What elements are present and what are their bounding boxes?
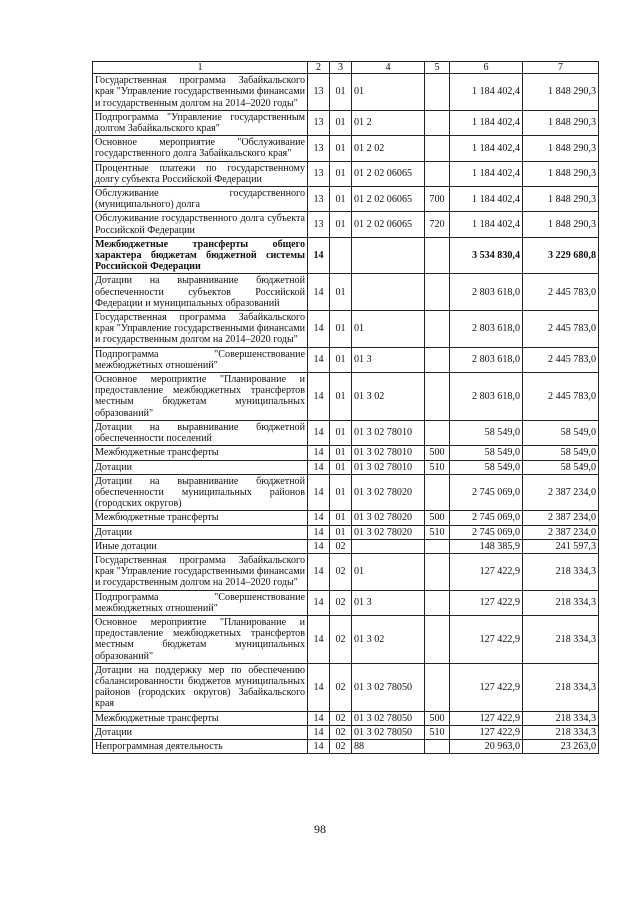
row-subsection-cell: 01 — [330, 212, 352, 237]
row-section-cell: 14 — [308, 237, 330, 274]
row-name-cell: Дотации на поддержку мер по обеспечению сбалансированности бюджетов муниципальных районов (городских округов) Забайкальского края — [93, 663, 308, 711]
row-subsection-cell: 01 — [330, 446, 352, 460]
row-expense-type-cell: 720 — [425, 212, 450, 237]
row-subsection-cell: 01 — [330, 311, 352, 348]
row-section-cell: 13 — [308, 110, 330, 135]
row-subsection-cell: 01 — [330, 136, 352, 161]
row-amount-cell: 127 422,9 — [450, 553, 523, 590]
row-target-article-cell: 01 2 — [352, 110, 425, 135]
row-expense-type-cell — [425, 474, 450, 511]
row-amount-cell: 127 422,9 — [450, 725, 523, 739]
row-subsection-cell: 01 — [330, 373, 352, 421]
row-expense-type-cell: 510 — [425, 460, 450, 474]
row-target-article-cell: 01 3 02 78020 — [352, 474, 425, 511]
row-amount-cell: 58 549,0 — [523, 420, 599, 445]
row-amount-cell: 2 803 618,0 — [450, 311, 523, 348]
row-amount-cell: 20 963,0 — [450, 739, 523, 753]
row-expense-type-cell — [425, 74, 450, 111]
row-subsection-cell: 01 — [330, 74, 352, 111]
row-subsection-cell: 02 — [330, 615, 352, 663]
row-subsection-cell: 02 — [330, 739, 352, 753]
row-subsection-cell: 02 — [330, 553, 352, 590]
row-expense-type-cell — [425, 311, 450, 348]
row-subsection-cell: 01 — [330, 460, 352, 474]
table-row — [93, 590, 599, 615]
row-amount-cell: 2 803 618,0 — [450, 274, 523, 311]
row-subsection-cell: 01 — [330, 187, 352, 212]
row-section-cell: 14 — [308, 511, 330, 525]
row-amount-cell: 58 549,0 — [450, 446, 523, 460]
row-target-article-cell: 01 3 02 78010 — [352, 460, 425, 474]
row-name-cell: Подпрограмма "Управление государственным долгом Забайкальского края" — [93, 110, 308, 135]
row-subsection-cell: 02 — [330, 725, 352, 739]
row-amount-cell: 2 387 234,0 — [523, 474, 599, 511]
header-cell: 5 — [425, 62, 450, 74]
row-amount-cell: 2 445 783,0 — [523, 347, 599, 372]
row-amount-cell: 2 387 234,0 — [523, 525, 599, 539]
row-name-cell: Межбюджетные трансферты — [93, 711, 308, 725]
row-target-article-cell: 01 — [352, 74, 425, 111]
row-name-cell: Обслуживание государственного долга субъекта Российской Федерации — [93, 212, 308, 237]
row-amount-cell: 3 229 680,8 — [523, 237, 599, 274]
row-name-cell: Подпрограмма "Совершенствование межбюджетных отношений" — [93, 590, 308, 615]
row-section-cell: 14 — [308, 460, 330, 474]
row-amount-cell: 2 745 069,0 — [450, 474, 523, 511]
row-name-cell: Государственная программа Забайкальского края "Управление государственными финансами и государственным долгом на 2014–2020 годы" — [93, 311, 308, 348]
row-amount-cell: 2 745 069,0 — [450, 511, 523, 525]
row-expense-type-cell: 510 — [425, 725, 450, 739]
row-expense-type-cell: 500 — [425, 711, 450, 725]
table-row — [93, 739, 599, 753]
row-subsection-cell: 02 — [330, 711, 352, 725]
header-cell: 2 — [308, 62, 330, 74]
table-row — [93, 311, 599, 348]
row-section-cell: 13 — [308, 74, 330, 111]
row-subsection-cell: 02 — [330, 539, 352, 553]
row-amount-cell: 218 334,3 — [523, 725, 599, 739]
header-cell: 3 — [330, 62, 352, 74]
row-section-cell: 14 — [308, 525, 330, 539]
row-expense-type-cell: 510 — [425, 525, 450, 539]
row-target-article-cell — [352, 237, 425, 274]
row-name-cell: Дотации — [93, 460, 308, 474]
row-expense-type-cell — [425, 615, 450, 663]
row-expense-type-cell — [425, 663, 450, 711]
row-amount-cell: 1 184 402,4 — [450, 110, 523, 135]
row-expense-type-cell — [425, 347, 450, 372]
row-name-cell: Основное мероприятие "Обслуживание государственного долга Забайкальского края" — [93, 136, 308, 161]
row-amount-cell: 1 184 402,4 — [450, 161, 523, 186]
row-target-article-cell: 01 2 02 06065 — [352, 187, 425, 212]
row-amount-cell: 1 848 290,3 — [523, 110, 599, 135]
table-row — [93, 511, 599, 525]
row-expense-type-cell — [425, 373, 450, 421]
row-section-cell: 14 — [308, 446, 330, 460]
header-cell: 4 — [352, 62, 425, 74]
row-name-cell: Дотации — [93, 525, 308, 539]
row-expense-type-cell — [425, 237, 450, 274]
row-target-article-cell: 01 3 02 — [352, 615, 425, 663]
row-target-article-cell: 01 3 02 78010 — [352, 420, 425, 445]
row-subsection-cell: 01 — [330, 474, 352, 511]
row-expense-type-cell: 500 — [425, 511, 450, 525]
table-row — [93, 474, 599, 511]
row-amount-cell: 2 745 069,0 — [450, 525, 523, 539]
row-target-article-cell: 01 3 02 — [352, 373, 425, 421]
row-amount-cell: 23 263,0 — [523, 739, 599, 753]
row-section-cell: 13 — [308, 212, 330, 237]
row-amount-cell: 127 422,9 — [450, 615, 523, 663]
row-name-cell: Дотации на выравнивание бюджетной обеспеченности субъектов Российской Федерации и муниципальных образований — [93, 274, 308, 311]
row-target-article-cell: 01 2 02 06065 — [352, 212, 425, 237]
row-section-cell: 14 — [308, 725, 330, 739]
row-amount-cell: 127 422,9 — [450, 590, 523, 615]
table-row — [93, 110, 599, 135]
row-target-article-cell: 01 3 02 78010 — [352, 446, 425, 460]
table-row — [93, 136, 599, 161]
row-amount-cell: 218 334,3 — [523, 711, 599, 725]
row-amount-cell: 127 422,9 — [450, 663, 523, 711]
table-row — [93, 446, 599, 460]
row-expense-type-cell — [425, 420, 450, 445]
row-section-cell: 13 — [308, 136, 330, 161]
row-amount-cell: 218 334,3 — [523, 590, 599, 615]
row-target-article-cell: 01 3 02 78050 — [352, 663, 425, 711]
table-row — [93, 212, 599, 237]
row-subsection-cell — [330, 237, 352, 274]
row-expense-type-cell — [425, 274, 450, 311]
table-row — [93, 725, 599, 739]
row-subsection-cell: 01 — [330, 274, 352, 311]
row-amount-cell: 1 184 402,4 — [450, 74, 523, 111]
row-amount-cell: 2 445 783,0 — [523, 274, 599, 311]
row-expense-type-cell — [425, 590, 450, 615]
row-amount-cell: 218 334,3 — [523, 553, 599, 590]
header-cell: 7 — [523, 62, 599, 74]
row-subsection-cell: 02 — [330, 663, 352, 711]
row-name-cell: Процентные платежи по государственному долгу субъекта Российской Федерации — [93, 161, 308, 186]
row-target-article-cell: 88 — [352, 739, 425, 753]
row-name-cell: Обслуживание государственного (муниципального) долга — [93, 187, 308, 212]
table-row — [93, 161, 599, 186]
row-target-article-cell — [352, 539, 425, 553]
row-name-cell: Межбюджетные трансферты — [93, 511, 308, 525]
row-target-article-cell: 01 3 02 78020 — [352, 511, 425, 525]
row-target-article-cell: 01 3 — [352, 590, 425, 615]
row-amount-cell: 2 387 234,0 — [523, 511, 599, 525]
row-amount-cell: 2 445 783,0 — [523, 311, 599, 348]
row-name-cell: Непрограммная деятельность — [93, 739, 308, 753]
row-section-cell: 14 — [308, 420, 330, 445]
row-target-article-cell: 01 — [352, 311, 425, 348]
page-number: 98 — [314, 822, 326, 836]
row-subsection-cell: 01 — [330, 511, 352, 525]
row-name-cell: Иные дотации — [93, 539, 308, 553]
row-amount-cell: 1 184 402,4 — [450, 136, 523, 161]
row-amount-cell: 58 549,0 — [450, 460, 523, 474]
row-section-cell: 14 — [308, 474, 330, 511]
row-amount-cell: 1 184 402,4 — [450, 212, 523, 237]
row-name-cell: Подпрограмма "Совершенствование межбюджетных отношений" — [93, 347, 308, 372]
row-target-article-cell: 01 3 — [352, 347, 425, 372]
row-section-cell: 14 — [308, 311, 330, 348]
row-section-cell: 14 — [308, 274, 330, 311]
row-amount-cell: 1 848 290,3 — [523, 136, 599, 161]
row-expense-type-cell — [425, 553, 450, 590]
table-row — [93, 274, 599, 311]
row-expense-type-cell — [425, 136, 450, 161]
row-name-cell: Государственная программа Забайкальского края "Управление государственными финансами и государственным долгом на 2014–2020 годы" — [93, 553, 308, 590]
table-row — [93, 711, 599, 725]
table-row — [93, 187, 599, 212]
row-expense-type-cell: 700 — [425, 187, 450, 212]
table-row — [93, 420, 599, 445]
row-expense-type-cell: 500 — [425, 446, 450, 460]
table-row — [93, 347, 599, 372]
header-cell: 6 — [450, 62, 523, 74]
table-row — [93, 553, 599, 590]
row-section-cell: 14 — [308, 615, 330, 663]
row-amount-cell: 148 385,9 — [450, 539, 523, 553]
row-section-cell: 14 — [308, 711, 330, 725]
row-amount-cell: 58 549,0 — [523, 460, 599, 474]
row-target-article-cell: 01 3 02 78050 — [352, 711, 425, 725]
table-row — [93, 663, 599, 711]
row-amount-cell: 1 848 290,3 — [523, 187, 599, 212]
row-amount-cell: 2 445 783,0 — [523, 373, 599, 421]
row-subsection-cell: 01 — [330, 161, 352, 186]
row-target-article-cell: 01 2 02 — [352, 136, 425, 161]
table-row — [93, 525, 599, 539]
row-amount-cell: 1 848 290,3 — [523, 74, 599, 111]
row-amount-cell: 1 848 290,3 — [523, 161, 599, 186]
row-subsection-cell: 01 — [330, 420, 352, 445]
row-section-cell: 13 — [308, 187, 330, 212]
row-name-cell: Основное мероприятие "Планирование и предоставление межбюджетных трансфертов местным бюджетам муниципальных образований" — [93, 373, 308, 421]
row-section-cell: 14 — [308, 739, 330, 753]
header-cell: 1 — [93, 62, 308, 74]
row-amount-cell: 241 597,3 — [523, 539, 599, 553]
table-row — [93, 237, 599, 274]
row-amount-cell: 2 803 618,0 — [450, 373, 523, 421]
table-row — [93, 373, 599, 421]
row-amount-cell: 3 534 830,4 — [450, 237, 523, 274]
row-amount-cell: 58 549,0 — [523, 446, 599, 460]
row-target-article-cell: 01 2 02 06065 — [352, 161, 425, 186]
row-name-cell: Государственная программа Забайкальского края "Управление государственными финансами и государственным долгом на 2014–2020 годы" — [93, 74, 308, 111]
row-name-cell: Дотации на выравнивание бюджетной обеспеченности поселений — [93, 420, 308, 445]
row-name-cell: Межбюджетные трансферты — [93, 446, 308, 460]
row-target-article-cell: 01 — [352, 553, 425, 590]
row-amount-cell: 2 803 618,0 — [450, 347, 523, 372]
row-name-cell: Дотации — [93, 725, 308, 739]
row-section-cell: 14 — [308, 539, 330, 553]
row-target-article-cell: 01 3 02 78020 — [352, 525, 425, 539]
table-row — [93, 539, 599, 553]
row-section-cell: 13 — [308, 161, 330, 186]
row-expense-type-cell — [425, 539, 450, 553]
row-expense-type-cell — [425, 110, 450, 135]
row-name-cell: Основное мероприятие "Планирование и предоставление межбюджетных трансфертов местным бюджетам муниципальных образований" — [93, 615, 308, 663]
row-amount-cell: 218 334,3 — [523, 663, 599, 711]
row-target-article-cell: 01 3 02 78050 — [352, 725, 425, 739]
row-amount-cell: 1 184 402,4 — [450, 187, 523, 212]
table-row — [93, 615, 599, 663]
row-section-cell: 14 — [308, 373, 330, 421]
row-name-cell: Дотации на выравнивание бюджетной обеспеченности муниципальных районов (городских округов) — [93, 474, 308, 511]
row-section-cell: 14 — [308, 590, 330, 615]
row-amount-cell: 127 422,9 — [450, 711, 523, 725]
row-expense-type-cell — [425, 161, 450, 186]
row-section-cell: 14 — [308, 553, 330, 590]
row-subsection-cell: 02 — [330, 590, 352, 615]
row-target-article-cell — [352, 274, 425, 311]
row-subsection-cell: 01 — [330, 110, 352, 135]
table-row — [93, 460, 599, 474]
table-header-row — [93, 62, 599, 74]
row-name-cell: Межбюджетные трансферты общего характера бюджетам бюджетной системы Российской Федерации — [93, 237, 308, 274]
table-row — [93, 74, 599, 111]
row-amount-cell: 58 549,0 — [450, 420, 523, 445]
row-amount-cell: 1 848 290,3 — [523, 212, 599, 237]
row-amount-cell: 218 334,3 — [523, 615, 599, 663]
row-expense-type-cell — [425, 739, 450, 753]
row-section-cell: 14 — [308, 347, 330, 372]
budget-table — [92, 61, 599, 754]
row-subsection-cell: 01 — [330, 525, 352, 539]
row-subsection-cell: 01 — [330, 347, 352, 372]
row-section-cell: 14 — [308, 663, 330, 711]
